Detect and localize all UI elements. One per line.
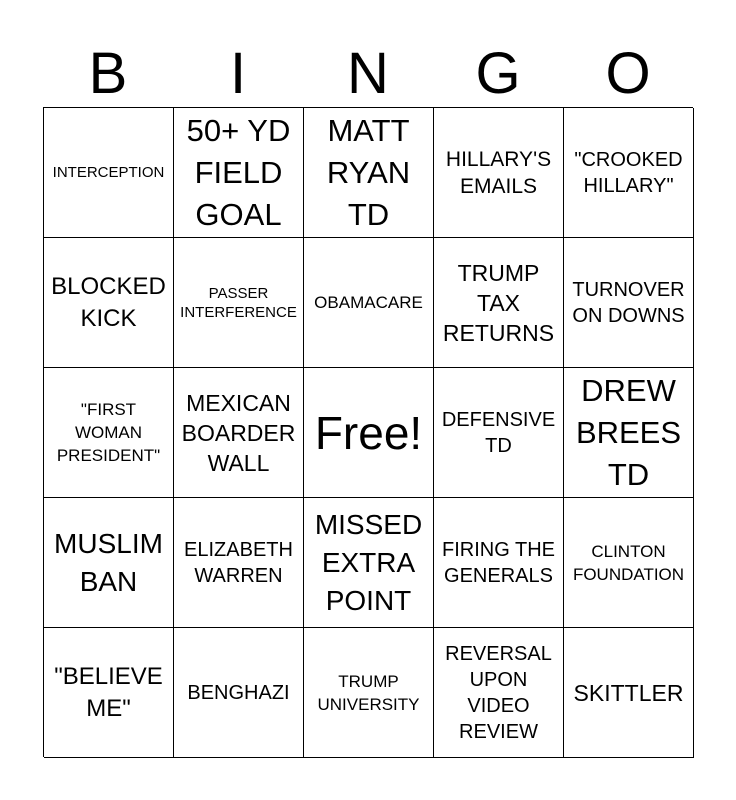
bingo-cell-r1c3[interactable] <box>304 108 434 238</box>
cell-text: MATT RYAN TD <box>326 112 411 232</box>
header-letter-g: G <box>475 41 521 106</box>
cell-text: OBAMACARE <box>314 293 423 312</box>
cell-text: DEFENSIVE TD <box>441 408 556 457</box>
cell-text: MEXICAN BOARDER WALL <box>181 389 296 476</box>
cell-text: REVERSAL UPON VIDEO REVIEW <box>445 642 552 743</box>
cell-text: TURNOVER ON DOWNS <box>572 278 685 327</box>
header-letter-i: I <box>229 41 247 106</box>
bingo-cell-r2c2[interactable] <box>174 238 304 368</box>
bingo-cell-r1c1[interactable] <box>44 108 174 238</box>
cell-text: "CROOKED HILLARY" <box>574 148 683 197</box>
cell-text: DREW BREES TD <box>575 372 682 492</box>
bingo-cell-r4c5[interactable] <box>564 498 694 628</box>
bingo-cell-r2c1[interactable] <box>44 238 174 368</box>
bingo-cell-r3c4[interactable] <box>434 368 564 498</box>
bingo-cell-r2c4[interactable] <box>434 238 564 368</box>
bingo-cell-r5c3[interactable] <box>304 628 434 758</box>
bingo-cell-r1c4[interactable] <box>434 108 564 238</box>
bingo-cell-r5c4[interactable] <box>434 628 564 758</box>
cell-text: TRUMP UNIVERSITY <box>317 671 420 714</box>
cell-text: ELIZABETH WARREN <box>184 538 293 587</box>
cell-text: BENGHAZI <box>187 681 290 704</box>
bingo-header <box>43 40 693 108</box>
bingo-cell-r4c2[interactable] <box>174 498 304 628</box>
bingo-cell-r3c5[interactable] <box>564 368 694 498</box>
cell-text: INTERCEPTION <box>52 164 165 181</box>
bingo-grid <box>43 107 693 757</box>
cell-text: MISSED EXTRA POINT <box>314 508 423 616</box>
bingo-cell-r4c4[interactable] <box>434 498 564 628</box>
bingo-cell-r1c2[interactable] <box>174 108 304 238</box>
bingo-cell-r5c2[interactable] <box>174 628 304 758</box>
cell-text: PASSER INTERFERENCE <box>180 284 297 321</box>
cell-text: CLINTON FOUNDATION <box>572 541 685 584</box>
bingo-cell-r3c3[interactable] <box>304 368 434 498</box>
cell-text: "BELIEVE ME" <box>54 662 163 722</box>
cell-text: 50+ YD FIELD GOAL <box>186 112 291 232</box>
cell-text: MUSLIM BAN <box>54 527 163 597</box>
cell-text: SKITTLER <box>573 679 684 706</box>
header-letter-b: B <box>88 41 128 106</box>
cell-text: HILLARY'S EMAILS <box>445 147 552 198</box>
bingo-cell-r5c1[interactable] <box>44 628 174 758</box>
bingo-cell-r5c5[interactable] <box>564 628 694 758</box>
free-space: Free! <box>314 406 423 459</box>
bingo-cell-r4c1[interactable] <box>44 498 174 628</box>
cell-text: FIRING THE GENERALS <box>442 538 555 587</box>
bingo-cell-r3c1[interactable] <box>44 368 174 498</box>
cell-text: TRUMP TAX RETURNS <box>442 259 555 346</box>
bingo-cell-r4c3[interactable] <box>304 498 434 628</box>
cell-text: BLOCKED KICK <box>51 272 166 332</box>
bingo-cell-r2c3[interactable] <box>304 238 434 368</box>
bingo-cell-r3c2[interactable] <box>174 368 304 498</box>
bingo-cell-r2c5[interactable] <box>564 238 694 368</box>
header-letter-o: O <box>605 41 651 106</box>
bingo-cell-r1c5[interactable] <box>564 108 694 238</box>
cell-text: "FIRST WOMAN PRESIDENT" <box>56 400 161 465</box>
header-letter-n: N <box>347 41 389 106</box>
